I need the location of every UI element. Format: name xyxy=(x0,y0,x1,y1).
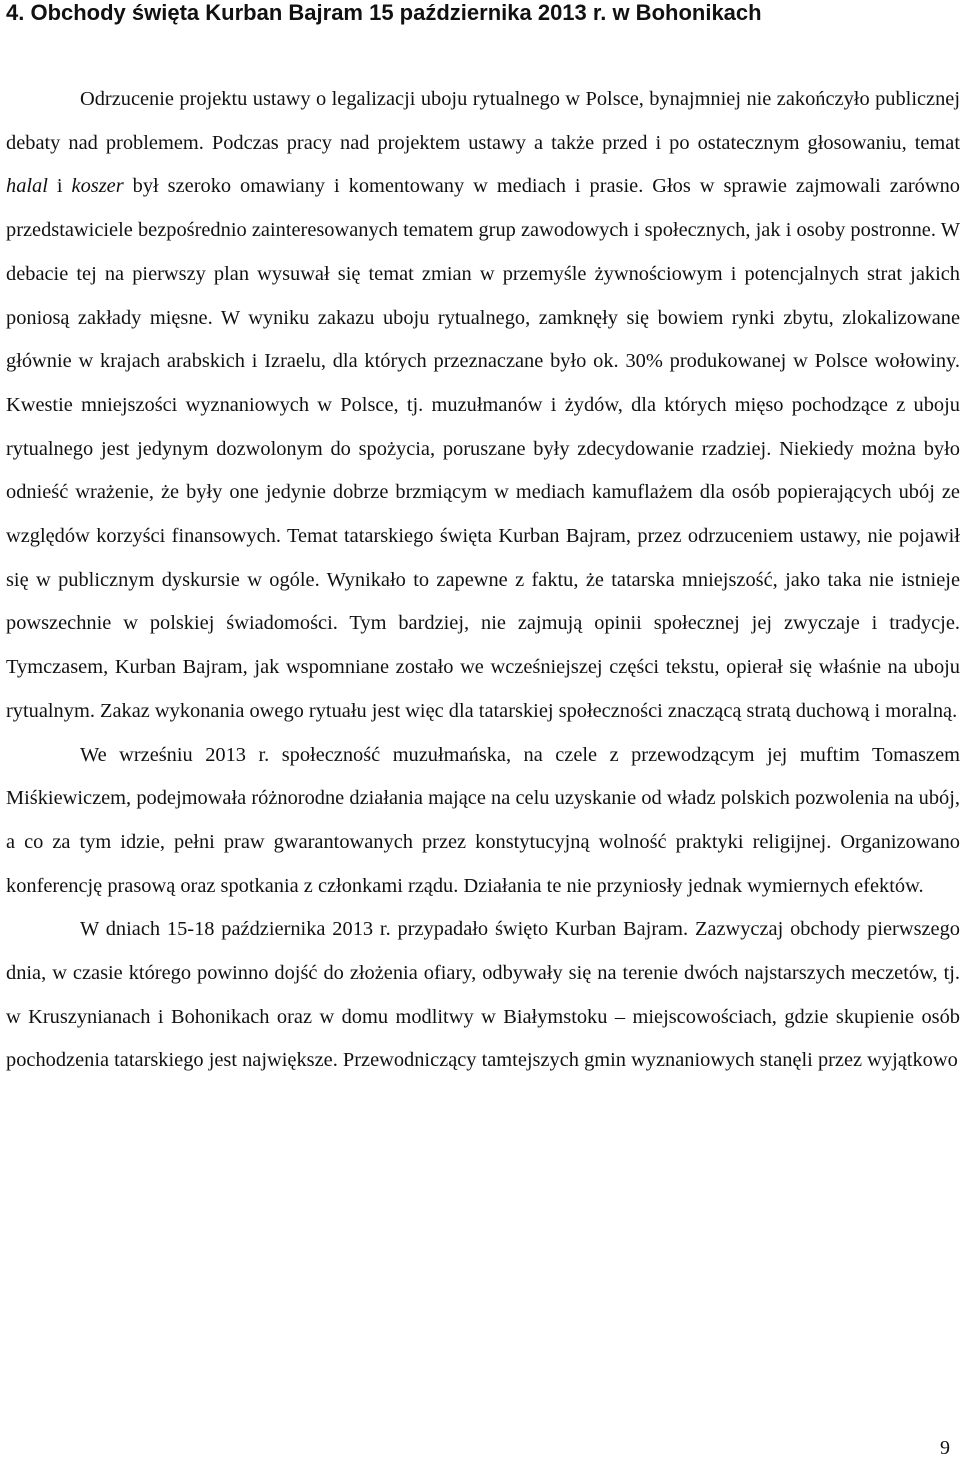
body-text xyxy=(6,78,960,1083)
paragraph-3: W dniach 15-18 października 2013 r. przypadało święto Kurban Bajram. Zazwyczaj obchody pierwszego dnia, w czasie którego powinno dojść do złożenia ofiary, odbywały się na terenie dwóch najstarszych meczetów, tj. w Kruszynianach i Bohonikach oraz w domu modlitwy w Białymstoku – miejscowościach, gdzie skupienie osób pochodzenia tatarskiego jest największe. Przewodniczący tamtejszych gmin wyznaniowych stanęli przez wyjątkowo xyxy=(6,918,960,1072)
paragraph-1-part-1: Odrzucenie projektu ustawy o legalizacji uboju rytualnego w Polsce, bynajmniej nie zakończyło publicznej debaty nad problemem. Podczas pracy nad projektem ustawy a także przed i po ostatecznym głosowaniu, temat xyxy=(6,88,960,154)
paragraph-2: We wrześniu 2013 r. społeczność muzułmańska, na czele z przewodzącym jej muftim Tomaszem Miśkiewiczem, podejmowała różnorodne działania mające na celu uzyskanie od władz polskich pozwolenia na ubój, a co za tym idzie, pełni praw gwarantowanych przez konstytucyjną wolność praktyki religijnej. Organizowano konferencję prasową oraz spotkania z członkami rządu. Działania te nie przyniosły jednak wymiernych efektów. xyxy=(6,743,960,897)
section-heading: 4. Obchody święta Kurban Bajram 15 października 2013 r. w Bohonikach xyxy=(6,0,762,25)
term-halal: halal xyxy=(6,175,48,198)
paragraph-1-part-2: i xyxy=(47,175,72,198)
term-koszer: koszer xyxy=(71,175,124,198)
page-number: 9 xyxy=(940,1437,950,1459)
paragraph-1 xyxy=(6,78,960,734)
paragraph-1-part-3: był szeroko omawiany i komentowany w mediach i prasie. Głos w sprawie zajmowali zarówno przedstawiciele bezpośrednio zainteresowanych tematem grup zawodowych i społecznych, jak i osoby postronne. W debacie tej na pierwszy plan wysuwał się temat zmian w przemyśle żywnościowym i potencjalnych strat jakich poniosą zakłady mięsne. W wyniku zakazu uboju rytualnego, zamknęły się bowiem rynki zbytu, zlokalizowane głównie w krajach arabskich i Izraelu, dla których przeznaczane było ok. 30% produkowanej w Polsce wołowiny. Kwestie mniejszości wyznaniowych w Polsce, tj. muzułmanów i żydów, dla których mięso pochodzące z uboju rytualnego jest jedynym dozwolonym do spożycia, poruszane były zdecydowanie rzadziej. Niekiedy można było odnieść wrażenie, że były one jedynie dobrze brzmiącym w mediach kamuflażem dla osób popierających ubój ze względów korzyści finansowych. Temat tatarskiego święta Kurban Bajram, przez odrzuceniem ustawy, nie pojawił się w publicznym dyskursie w ogóle. Wynikało to zapewne z faktu, że tatarska mniejszość, jako taka nie istnieje powszechnie w polskiej świadomości. Tym bardziej, nie zajmują opinii społecznej jej zwyczaje i tradycje. Tymczasem, Kurban Bajram, jak wspomniane zostało we wcześniejszej części tekstu, opierał się właśnie na uboju rytualnym. Zakaz wykonania owego rytuału jest więc dla tatarskiej społeczności znaczącą stratą duchową i moralną. xyxy=(6,175,960,722)
